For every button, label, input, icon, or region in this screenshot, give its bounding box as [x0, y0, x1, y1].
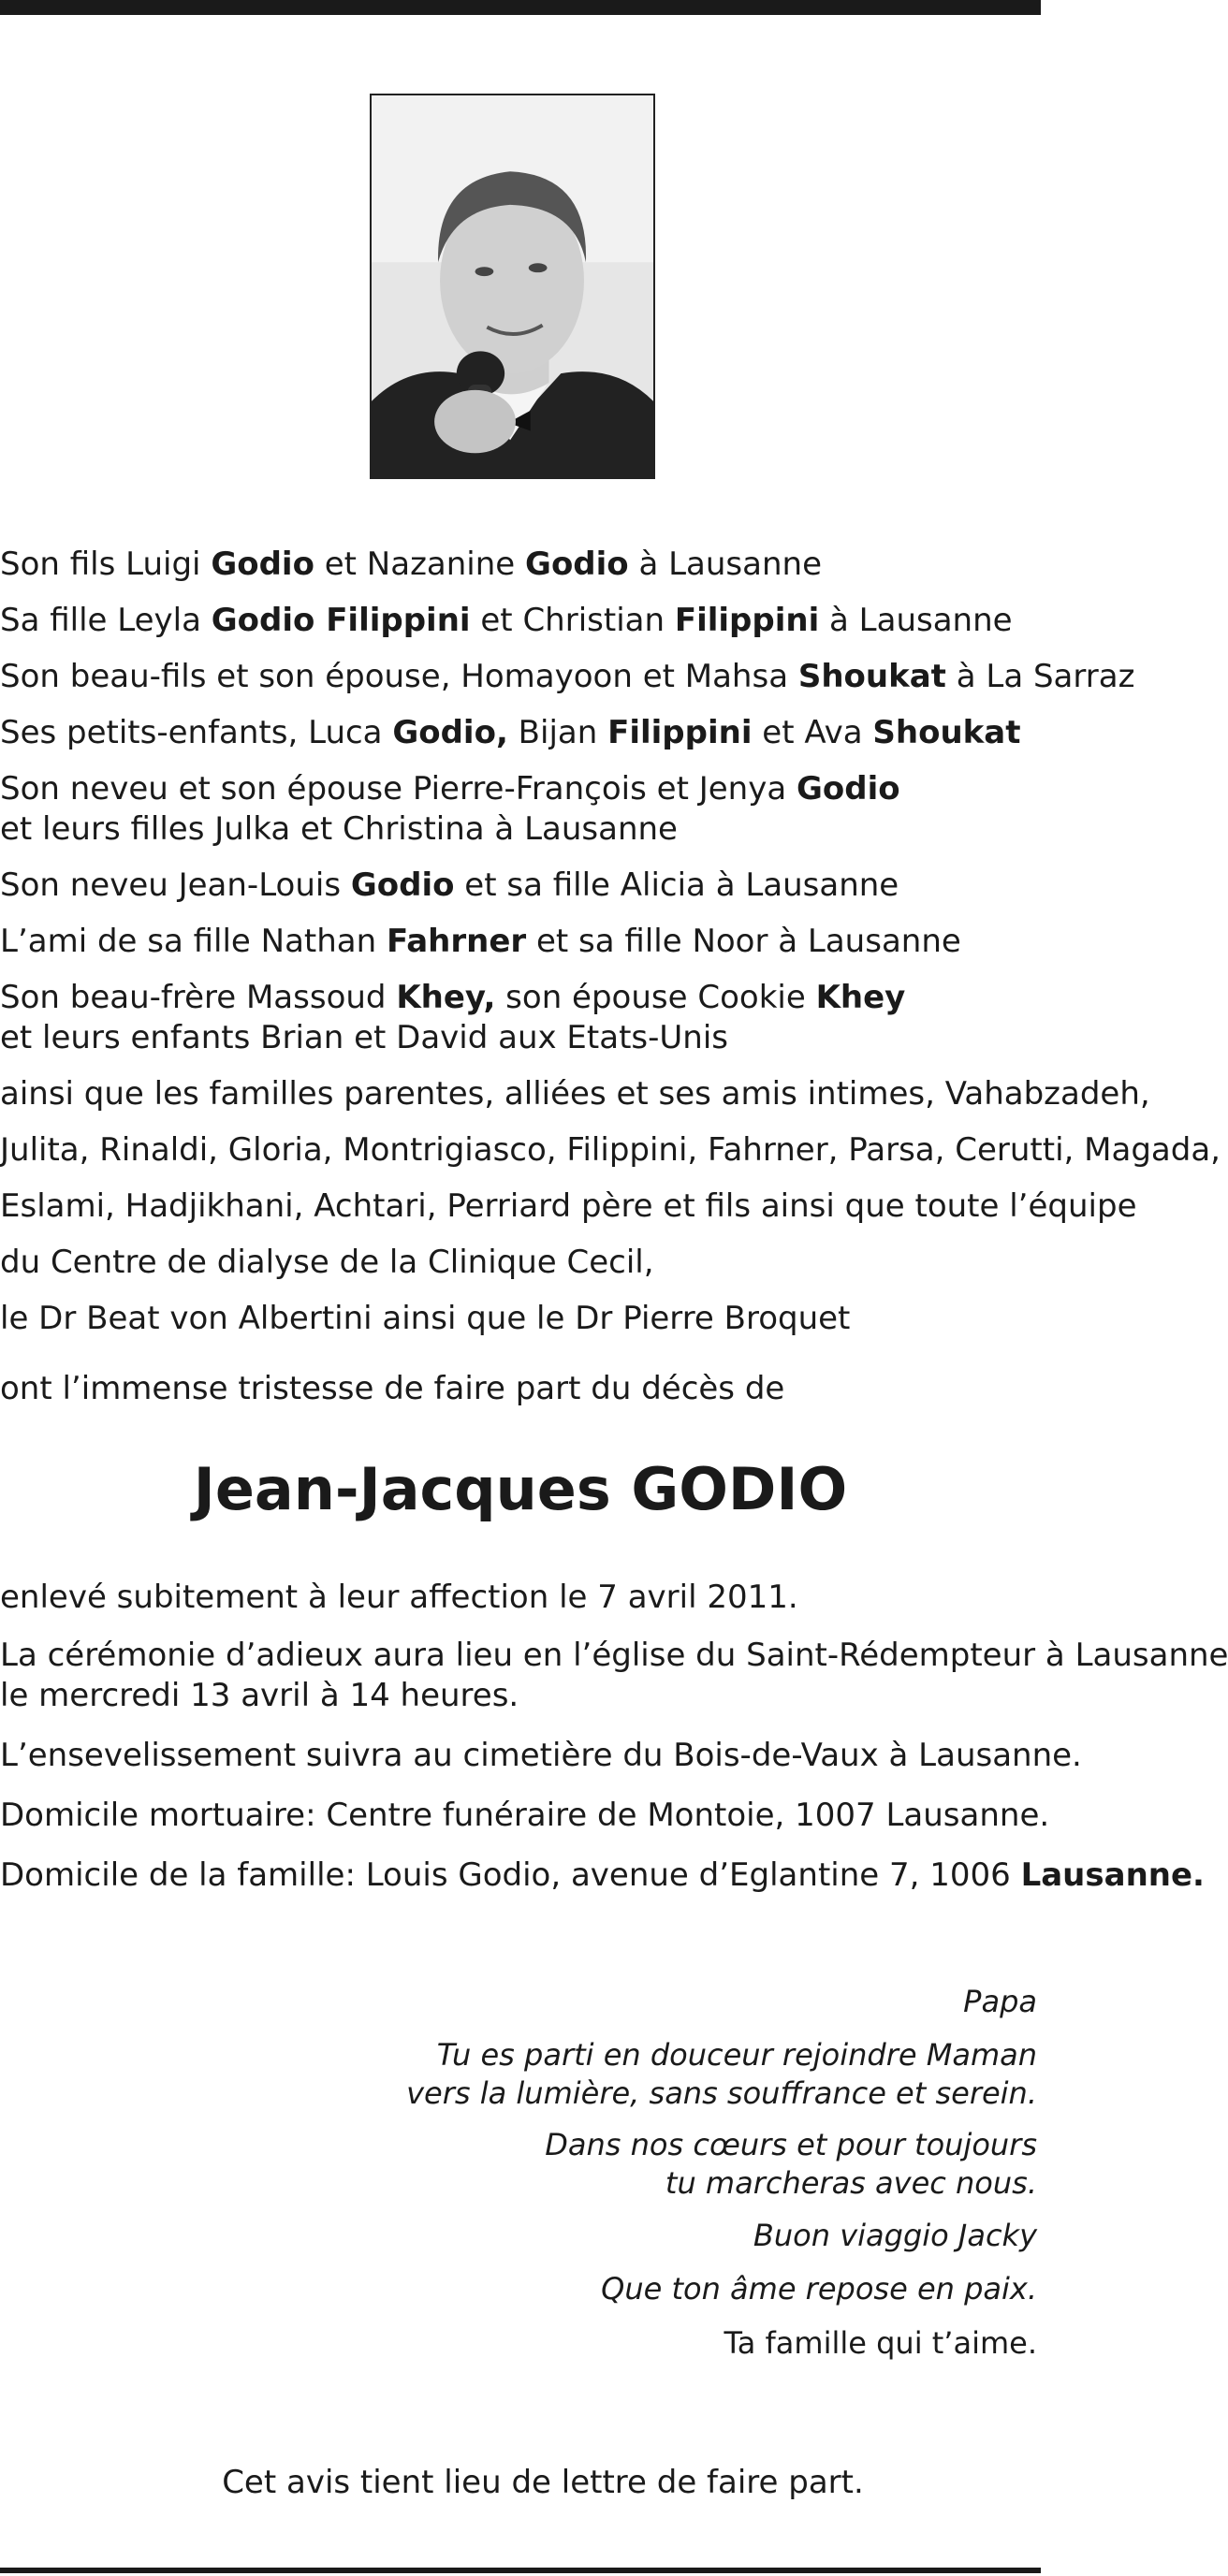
- family-line: Eslami, Hadjikhani, Achtari, Perriard père et fils ainsi que toute l’équipe: [0, 1187, 1137, 1225]
- detail-line: Domicile mortuaire: Centre funéraire de Montoie, 1007 Lausanne.: [0, 1797, 1050, 1834]
- detail-line: La cérémonie d’adieux aura lieu en l’église du Saint-Rédempteur à Lausanne: [0, 1637, 1228, 1674]
- detail-line: L’ensevelissement suivra au cimetière du Bois-de-Vaux à Lausanne.: [0, 1737, 1082, 1774]
- family-line: et leurs enfants Brian et David aux Etats-Unis: [0, 1019, 728, 1056]
- family-line: Son beau-fils et son épouse, Homayoon et Mahsa Shoukat à La Sarraz: [0, 658, 1135, 695]
- poem-line: vers la lumière, sans souffrance et serein.: [406, 2075, 1037, 2111]
- family-line: Julita, Rinaldi, Gloria, Montrigiasco, Filippini, Fahrner, Parsa, Cerutti, Magada,: [0, 1131, 1221, 1169]
- bottom-rule: [0, 2568, 1041, 2573]
- family-line: L’ami de sa fille Nathan Fahrner et sa fille Noor à Lausanne: [0, 923, 961, 960]
- detail-line: Domicile de la famille: Louis Godio, avenue d’Eglantine 7, 1006 Lausanne.: [0, 1856, 1205, 1894]
- poem-line: Dans nos cœurs et pour toujours: [545, 2127, 1037, 2162]
- poem-line: Papa: [963, 1984, 1037, 2019]
- family-line: et leurs filles Julka et Christina à Lausanne: [0, 810, 678, 848]
- family-line: Son neveu Jean-Louis Godio et sa fille Alicia à Lausanne: [0, 866, 899, 904]
- footer-note: Cet avis tient lieu de lettre de faire part.: [222, 2464, 864, 2501]
- family-line: ainsi que les familles parentes, alliées et ses amis intimes, Vahabzadeh,: [0, 1075, 1150, 1113]
- top-rule: [0, 0, 1041, 15]
- poem-line: Que ton âme repose en paix.: [601, 2271, 1037, 2307]
- detail-line: le mercredi 13 avril à 14 heures.: [0, 1677, 519, 1714]
- family-line: Son beau-frère Massoud Khey, son épouse Cookie Khey: [0, 979, 906, 1016]
- announcement-line: ont l’immense tristesse de faire part du décès de: [0, 1370, 785, 1407]
- poem-line: Buon viaggio Jacky: [753, 2218, 1037, 2253]
- deceased-name: Jean-Jacques GODIO: [193, 1455, 848, 1523]
- portrait-photo: [370, 94, 655, 479]
- family-line: Son neveu et son épouse Pierre-François et Jenya Godio: [0, 770, 900, 808]
- family-line: du Centre de dialyse de la Clinique Cecil,: [0, 1244, 654, 1281]
- poem-line: Tu es parti en douceur rejoindre Maman: [436, 2037, 1037, 2073]
- poem-line: tu marcheras avec nous.: [665, 2165, 1037, 2201]
- family-line: Sa fille Leyla Godio Filippini et Christian Filippini à Lausanne: [0, 602, 1013, 639]
- family-line: Ses petits-enfants, Luca Godio, Bijan Filippini et Ava Shoukat: [0, 714, 1021, 751]
- family-line: Son fils Luigi Godio et Nazanine Godio à Lausanne: [0, 546, 822, 583]
- family-line: le Dr Beat von Albertini ainsi que le Dr Pierre Broquet: [0, 1300, 851, 1337]
- poem-signature: Ta famille qui t’aime.: [724, 2325, 1037, 2361]
- detail-line: enlevé subitement à leur affection le 7 avril 2011.: [0, 1579, 798, 1616]
